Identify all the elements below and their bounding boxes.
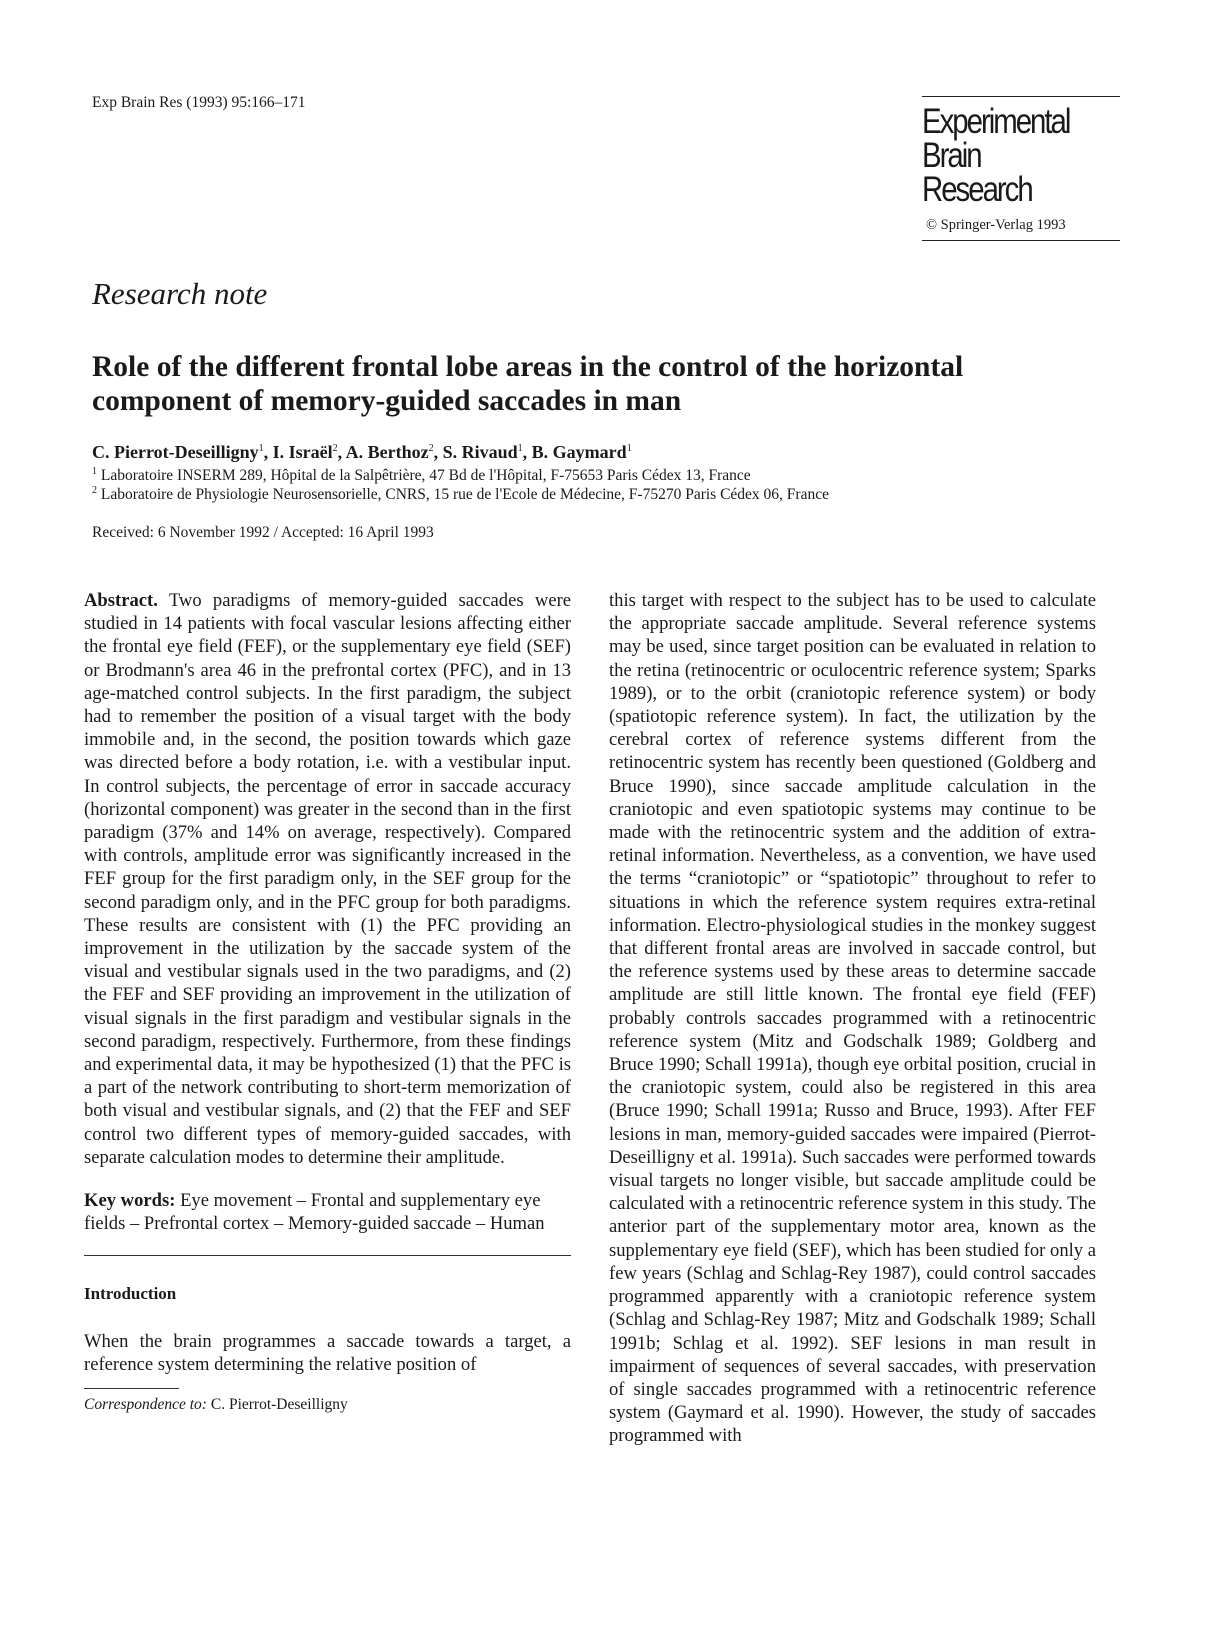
right-column bbox=[609, 589, 1096, 1448]
left-column bbox=[84, 589, 571, 1416]
introduction-heading: Introduction bbox=[84, 1284, 177, 1304]
keywords-label: Key words: bbox=[84, 1190, 176, 1212]
keywords-text: Eye movement – Frontal and supplementary eye fields – Prefrontal cortex – Memory-guided saccade – Human bbox=[84, 1190, 545, 1235]
journal-citation: Exp Brain Res (1993) 95:166–171 bbox=[92, 94, 306, 111]
journal-logo-line2: Brain Research bbox=[922, 136, 1032, 209]
author-affiliation-mark: 1 bbox=[258, 443, 264, 454]
correspondence-name: C. Pierrot-Deseilligny bbox=[210, 1396, 348, 1414]
section-divider bbox=[84, 1255, 571, 1256]
abstract-text: Two paradigms of memory-guided saccades were studied in 14 patients with focal vascular lesions affecting either the frontal eye field (FEF), or the supplementary eye field (SEF) or Brodmann's area 46 in the prefrontal cortex (PFC), and in 13 age-matched control subjects. In the first paradigm, the subject had to remember the position of a visual target with the body immobile and, in the second, the position towards which gaze was directed before a body rotation, i.e. with a vestibular input. In control subjects, the percentage of error in saccade accuracy (horizontal component) was greater in the second than in the first paradigm (37% and 14% on average, respectively). Compared with controls, amplitude error was significantly increased in the FEF group for the first paradigm only, in the SEF group for the second paradigm only, and in the PFC group for both paradigms. These results are consistent with (1) the PFC providing an improvement in the utilization by the saccade system of the visual and vestibular signals used in the two paradigms, and (2) the FEF and SEF providing an improvement in the utilization of visual signals in the first paradigm and vestibular signals in the second paradigm, respectively. Furthermore, from these findings and experimental data, it may be hypothesized (1) that the PFC is a part of the network contributing to short-term memorization of both visual and vestibular signals, and (2) that the FEF and SEF control two different types of memory-guided saccades, with separate calculation modes to determine their amplitude. bbox=[84, 590, 572, 1168]
copyright-notice: © Springer-Verlag 1993 bbox=[926, 217, 1066, 233]
introduction-text-left: When the brain programmes a saccade towards a target, a reference system determining the relative position of bbox=[84, 1330, 571, 1375]
journal-bottom-rule bbox=[922, 240, 1120, 241]
author-name: B. Gaymard bbox=[531, 442, 627, 462]
abstract-label: Abstract. bbox=[84, 590, 158, 611]
article-title: Role of the different frontal lobe areas in the control of the horizontal component of memory-guided saccades in man bbox=[92, 351, 964, 417]
author-name: A. Berthoz bbox=[345, 442, 429, 462]
correspondence-note bbox=[84, 1393, 571, 1416]
author-affiliation-mark: 2 bbox=[428, 443, 434, 454]
affiliation-text: Laboratoire INSERM 289, Hôpital de la Salpêtrière, 47 Bd de l'Hôpital, F-75653 Paris Cédex 13, France bbox=[100, 467, 751, 485]
journal-logo-line1: Experimental bbox=[922, 102, 1070, 141]
affiliation-text: Laboratoire de Physiologie Neurosensorielle, CNRS, 15 rue de l'Ecole de Médecine, F-75270 Paris Cédex 06, France bbox=[100, 486, 829, 504]
author-list: C. Pierrot-Deseilligny$^1$, I. Israël$^2$, A. Berthoz$^2$, S. Rivaud$^1$, B. Gaymard$^1$ bbox=[92, 442, 632, 462]
affiliation-2 bbox=[92, 485, 829, 504]
affiliation-1 bbox=[92, 466, 751, 485]
author-name: S. Rivaud bbox=[442, 442, 518, 462]
abstract bbox=[84, 589, 571, 1169]
author-affiliation-mark: 1 bbox=[626, 443, 632, 454]
received-dates: Received: 6 November 1992 / Accepted: 16 April 1993 bbox=[92, 524, 434, 541]
correspondence-label: Correspondence to: bbox=[84, 1396, 207, 1414]
author-affiliation-mark: 1 bbox=[517, 443, 523, 454]
affiliation-number: 1 bbox=[92, 466, 97, 477]
journal-top-rule bbox=[922, 96, 1120, 97]
footnote-rule bbox=[84, 1388, 179, 1389]
introduction-text-right: this target with respect to the subject has to be used to calculate the appropriate saccade amplitude. Several reference systems may be used, since target position can be evaluated in relation to the retina (retinocentric or oculocentric reference system; Sparks 1989), or to the orbit (craniotopic reference system) or body (spatiotopic reference system). In fact, the utilization by the cerebral cortex of reference systems different from the retinocentric system has recently been questioned (Goldberg and Bruce 1990), since saccade amplitude calculation in the craniotopic and even spatiotopic systems may continue to be made with the retinocentric system and the addition of extra-retinal information. Nevertheless, as a convention, we have used the terms “craniotopic” or “spatiotopic” throughout to refer to situations in which the reference system requires extra-retinal information. Electro-physiological studies in the monkey suggest that different frontal areas are involved in saccade control, but the reference systems used by these areas to determine saccade amplitude are still little known. The frontal eye field (FEF) probably controls saccades programmed with a retinocentric reference system (Mitz and Godschalk 1989; Goldberg and Bruce 1990; Schall 1991a), though eye orbital position, crucial in the craniotopic system, could also be registered in this area (Bruce 1990; Schall 1991a; Russo and Bruce, 1993). After FEF lesions in man, memory-guided saccades were impaired (Pierrot-Deseilligny et al. 1991a). Such saccades were performed towards visual targets no longer visible, but saccade amplitude could be calculated with a retinocentric reference system in this study. The anterior part of the supplementary motor area, known as the supplementary eye field (SEF), which has been studied for only a few years (Schlag and Schlag-Rey 1987), could control saccades programmed apparently with a craniotopic reference system (Schlag and Schlag-Rey 1987; Mitz and Godschalk 1989; Schall 1991b; Schlag et al. 1992). SEF lesions in man result in impairment of sequences of several saccades, with preservation of single saccades programmed with a retinocentric reference system (Gaymard et al. 1990). However, the study of saccades programmed with bbox=[609, 590, 1096, 1447]
section-label: Research note bbox=[92, 276, 268, 311]
author-name: I. Israël bbox=[272, 442, 333, 462]
author-name: C. Pierrot-Deseilligny bbox=[92, 442, 259, 462]
affiliation-number: 2 bbox=[92, 485, 97, 496]
keywords bbox=[84, 1189, 571, 1235]
journal-block bbox=[922, 96, 1120, 241]
journal-logo bbox=[922, 102, 1088, 209]
author-affiliation-mark: 2 bbox=[332, 443, 338, 454]
